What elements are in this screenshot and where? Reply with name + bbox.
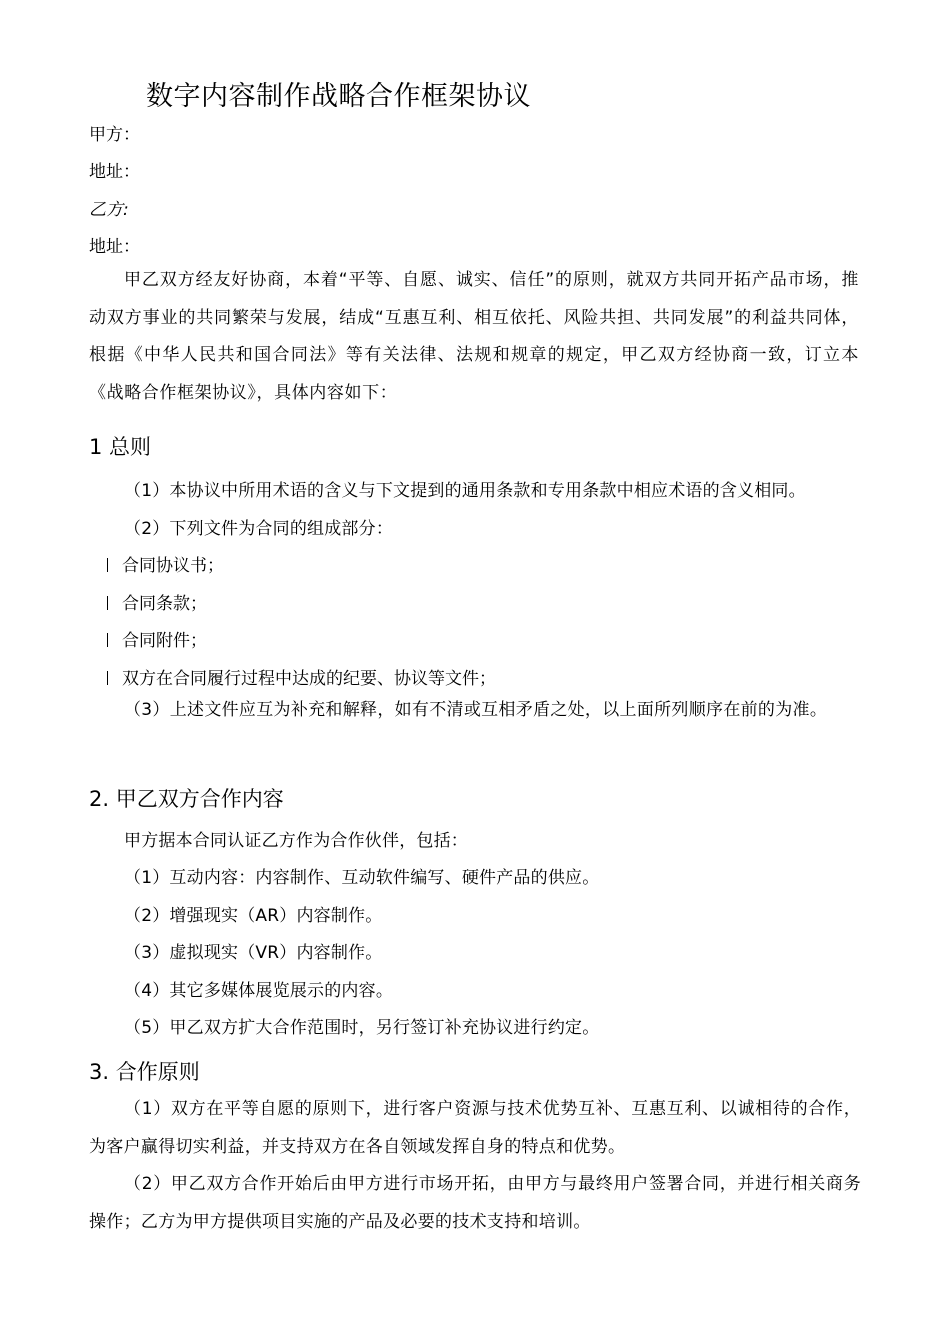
section-2-item-5: （5）甲乙双方扩大合作范围时，另行签订补充协议进行约定。 (124, 1018, 600, 1038)
section-2-item-3: （3）虚拟现实（VR）内容制作。 (124, 943, 383, 963)
party-b-address-label: 地址： (89, 237, 140, 257)
section-3-item-1: （1）双方在平等自愿的原则下，进行客户资源与技术优势互补、互惠互利、以诚相待的合作，为客户赢得切实利益，并支持双方在各自领域发挥自身的特点和优势。 (89, 1099, 861, 1157)
document-title: 数字内容制作战略合作框架协议 (146, 81, 531, 112)
list-item-text: 合同附件； (122, 631, 207, 651)
party-b-label: 乙方: (89, 200, 129, 220)
list-item-text: 合同协议书； (122, 556, 224, 576)
list-item-text: 合同条款； (122, 594, 207, 614)
section-1-heading: 1 总则 (89, 435, 152, 459)
list-item (107, 589, 207, 614)
section-2-intro: 甲方据本合同认证乙方作为合作伙伴，包括： (124, 831, 468, 851)
bullet-mark-icon (107, 633, 112, 647)
section-2-heading: 2. 甲乙双方合作内容 (89, 787, 284, 811)
list-item (107, 551, 224, 576)
section-3-item-2: （2）甲乙双方合作开始后由甲方进行市场开拓，由甲方与最终用户签署合同，并进行相关商务操作；乙方为甲方提供项目实施的产品及必要的技术支持和培训。 (89, 1174, 861, 1232)
section-3-heading: 3. 合作原则 (89, 1060, 200, 1084)
section-2-item-4: （4）其它多媒体展览展示的内容。 (124, 981, 394, 1001)
section-2-item-1: （1）互动内容：内容制作、互动软件编写、硬件产品的供应。 (124, 868, 600, 888)
bullet-mark-icon (107, 558, 112, 572)
section-1-item-2: （2）下列文件为合同的组成部分： (124, 519, 394, 539)
section-1-item-1: （1）本协议中所用术语的含义与下文提到的通用条款和专用条款中相应术语的含义相同。 (124, 481, 806, 501)
section-2-item-2: （2）增强现实（AR）内容制作。 (124, 906, 383, 926)
preamble-paragraph: 甲乙双方经友好协商，本着“平等、自愿、诚实、信任”的原则，就双方共同开拓产品市场，推动双方事业的共同繁荣与发展，结成“互惠互利、相互依托、风险共担、共同发展”的利益共同体，根据《中华人民共和国合同法》等有关法律、法规和规章的规定，甲乙双方经协商一致，订立本《战略合作框架协议》，具体内容如下： (89, 270, 859, 403)
list-item-text: 双方在合同履行过程中达成的纪要、协议等文件； (122, 669, 496, 689)
party-a-address-label: 地址： (89, 162, 140, 182)
bullet-mark-icon (107, 596, 112, 610)
section-1-item-3: （3）上述文件应互为补充和解释，如有不清或互相矛盾之处，以上面所列顺序在前的为准。 (124, 700, 828, 720)
bullet-mark-icon (107, 671, 112, 685)
party-a-label: 甲方： (89, 125, 140, 145)
list-item (107, 664, 496, 689)
list-item (107, 626, 207, 651)
